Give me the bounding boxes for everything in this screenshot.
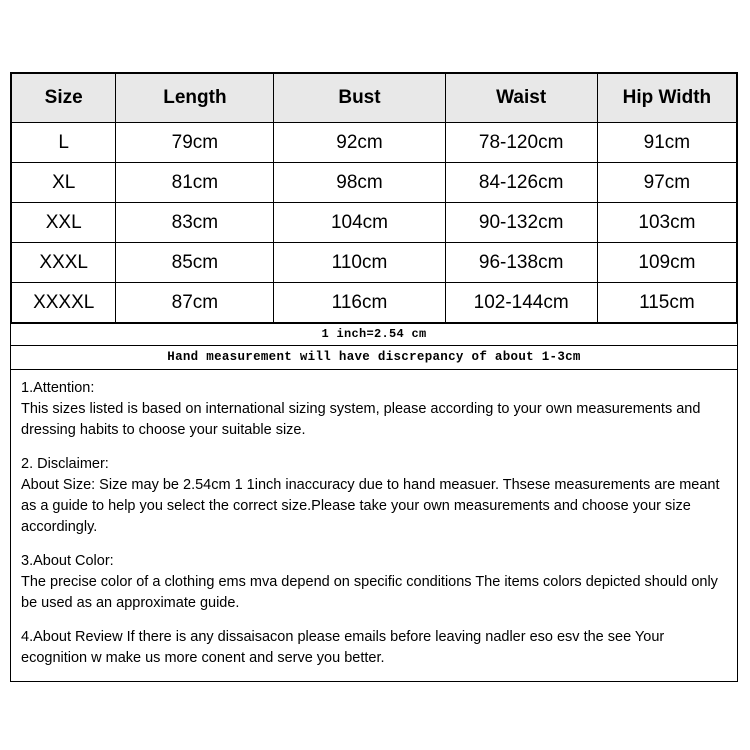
- cell-size: XXXXL: [12, 283, 116, 323]
- section-about-color-heading: 3.About Color:: [21, 553, 114, 569]
- cell-bust: 116cm: [274, 283, 445, 323]
- cell-waist: 90-132cm: [445, 203, 597, 243]
- section-about-color-body: The precise color of a clothing ems mva depend on specific conditions The items colors depicted should only be used as an approximate guide.: [21, 574, 718, 611]
- column-header-size: Size: [12, 74, 116, 123]
- table-header-row: [12, 74, 737, 123]
- column-header-length: Length: [116, 74, 274, 123]
- section-disclaimer-heading: 2. Disclaimer:: [21, 456, 109, 472]
- cell-waist: 102-144cm: [445, 283, 597, 323]
- cell-length: 79cm: [116, 123, 274, 163]
- cell-waist: 78-120cm: [445, 123, 597, 163]
- section-attention-heading: 1.Attention:: [21, 380, 95, 396]
- cell-size: XXL: [12, 203, 116, 243]
- section-attention: [21, 378, 727, 441]
- cell-hip-width: 97cm: [597, 163, 736, 203]
- cell-length: 87cm: [116, 283, 274, 323]
- table-row: [12, 283, 737, 323]
- cell-bust: 104cm: [274, 203, 445, 243]
- cell-size: L: [12, 123, 116, 163]
- column-header-hip-width: Hip Width: [597, 74, 736, 123]
- column-header-waist: Waist: [445, 74, 597, 123]
- section-about-review: [21, 627, 727, 669]
- cell-bust: 98cm: [274, 163, 445, 203]
- cell-bust: 92cm: [274, 123, 445, 163]
- table-row: [12, 163, 737, 203]
- section-about-review-body: 4.About Review If there is any dissaisacon please emails before leaving nadler eso esv the see Your ecognition w make us more conent and serve you better.: [21, 629, 665, 666]
- cell-length: 83cm: [116, 203, 274, 243]
- notes-section: [11, 370, 737, 681]
- cell-hip-width: 115cm: [597, 283, 736, 323]
- cell-waist: 96-138cm: [445, 243, 597, 283]
- size-table: [11, 73, 737, 323]
- cell-hip-width: 109cm: [597, 243, 736, 283]
- cell-bust: 110cm: [274, 243, 445, 283]
- size-chart-sheet: [10, 72, 738, 682]
- cell-size: XXXL: [12, 243, 116, 283]
- section-about-color: [21, 551, 727, 614]
- cell-length: 85cm: [116, 243, 274, 283]
- cell-hip-width: 103cm: [597, 203, 736, 243]
- cell-size: XL: [12, 163, 116, 203]
- cell-length: 81cm: [116, 163, 274, 203]
- cell-waist: 84-126cm: [445, 163, 597, 203]
- section-attention-body: This sizes listed is based on international sizing system, please according to your own measurements and dressing habits to choose your suitable size.: [21, 401, 701, 438]
- column-header-bust: Bust: [274, 74, 445, 123]
- section-disclaimer-body: About Size: Size may be 2.54cm 1 1inch inaccuracy due to hand measuer. Thsese measurements are meant as a guide to help you select the correct size.Please take your own measurements and choose your size accordingly.: [21, 477, 720, 535]
- cell-hip-width: 91cm: [597, 123, 736, 163]
- note-measurement-discrepancy: Hand measurement will have discrepancy of about 1-3cm: [11, 346, 737, 370]
- note-inch-conversion: 1 inch=2.54 cm: [11, 323, 737, 346]
- section-disclaimer: [21, 454, 727, 538]
- table-row: [12, 203, 737, 243]
- table-row: [12, 243, 737, 283]
- table-row: [12, 123, 737, 163]
